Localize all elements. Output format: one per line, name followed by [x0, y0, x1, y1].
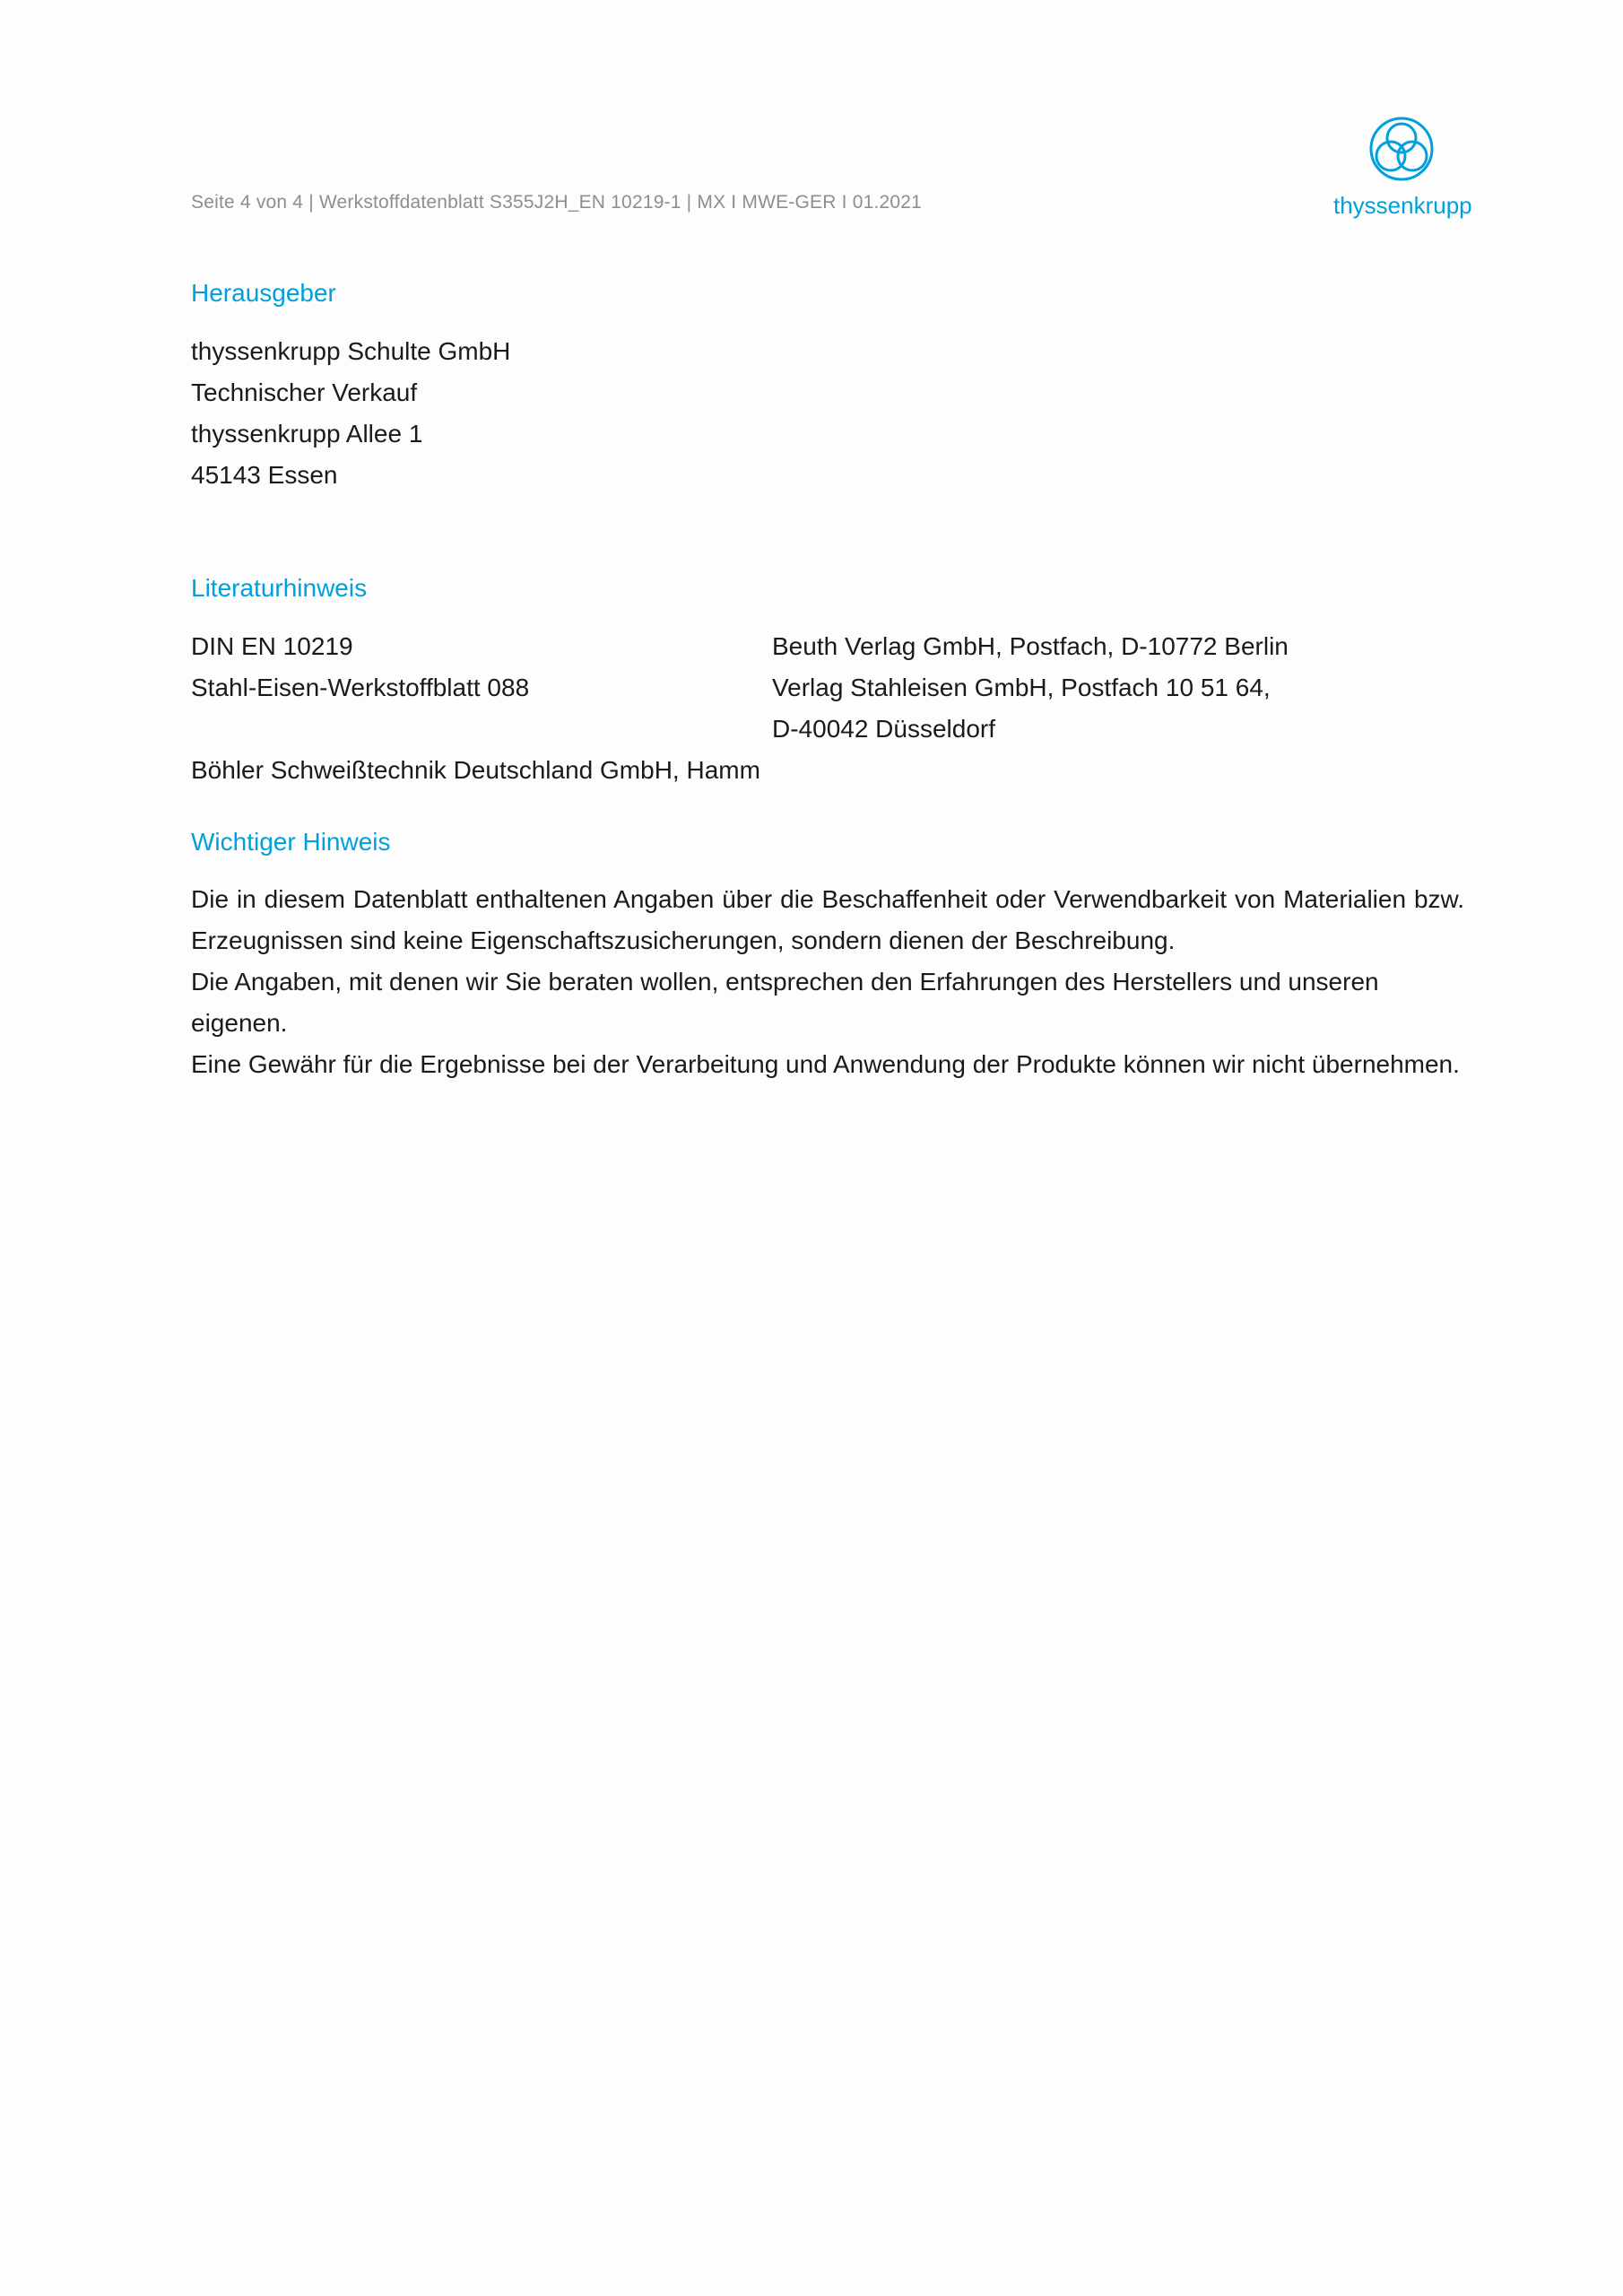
- literature-publisher: Beuth Verlag GmbH, Postfach, D-10772 Berlin: [772, 632, 1289, 660]
- publisher-heading: Herausgeber: [191, 279, 336, 307]
- literature-publisher: Verlag Stahleisen GmbH, Postfach 10 51 64,: [772, 674, 1271, 701]
- publisher-line: 45143 Essen: [191, 461, 338, 489]
- page-header-info: Seite 4 von 4 | Werkstoffdatenblatt S355J2H_EN 10219-1 | MX I MWE-GER I 01.2021: [191, 192, 923, 213]
- thyssenkrupp-logo-icon: [1364, 117, 1439, 185]
- notice-line: Die Angaben, mit denen wir Sie beraten wollen, entsprechen den Erfahrungen des Herstellers und unseren eigenen.: [191, 968, 1379, 1037]
- literature-reference: Stahl-Eisen-Werkstoffblatt 088: [191, 674, 530, 701]
- publisher-line: thyssenkrupp Schulte GmbH: [191, 337, 511, 365]
- notice-line: Die in diesem Datenblatt enthaltenen Angaben über die Beschaffenheit oder Verwendbarkeit von Materialien bzw.: [191, 885, 1464, 913]
- notice-heading: Wichtiger Hinweis: [191, 828, 391, 856]
- notice-line: Eine Gewähr für die Ergebnisse bei der Verarbeitung und Anwendung der Produkte können wir nicht übernehmen.: [191, 1050, 1460, 1078]
- logo-wordmark: thyssenkrupp: [1333, 192, 1472, 219]
- notice-paragraph: [191, 879, 1464, 1085]
- notice-line: Erzeugnissen sind keine Eigenschaftszusicherungen, sondern dienen der Beschreibung.: [191, 926, 1176, 954]
- publisher-line: Technischer Verkauf: [191, 378, 418, 406]
- company-logo: [1333, 117, 1472, 220]
- literature-publisher: D-40042 Düsseldorf: [772, 715, 996, 743]
- literature-reference: DIN EN 10219: [191, 632, 353, 660]
- publisher-line: thyssenkrupp Allee 1: [191, 420, 423, 448]
- literature-extra: Böhler Schweißtechnik Deutschland GmbH, Hamm: [191, 756, 760, 784]
- literature-heading: Literaturhinweis: [191, 574, 368, 602]
